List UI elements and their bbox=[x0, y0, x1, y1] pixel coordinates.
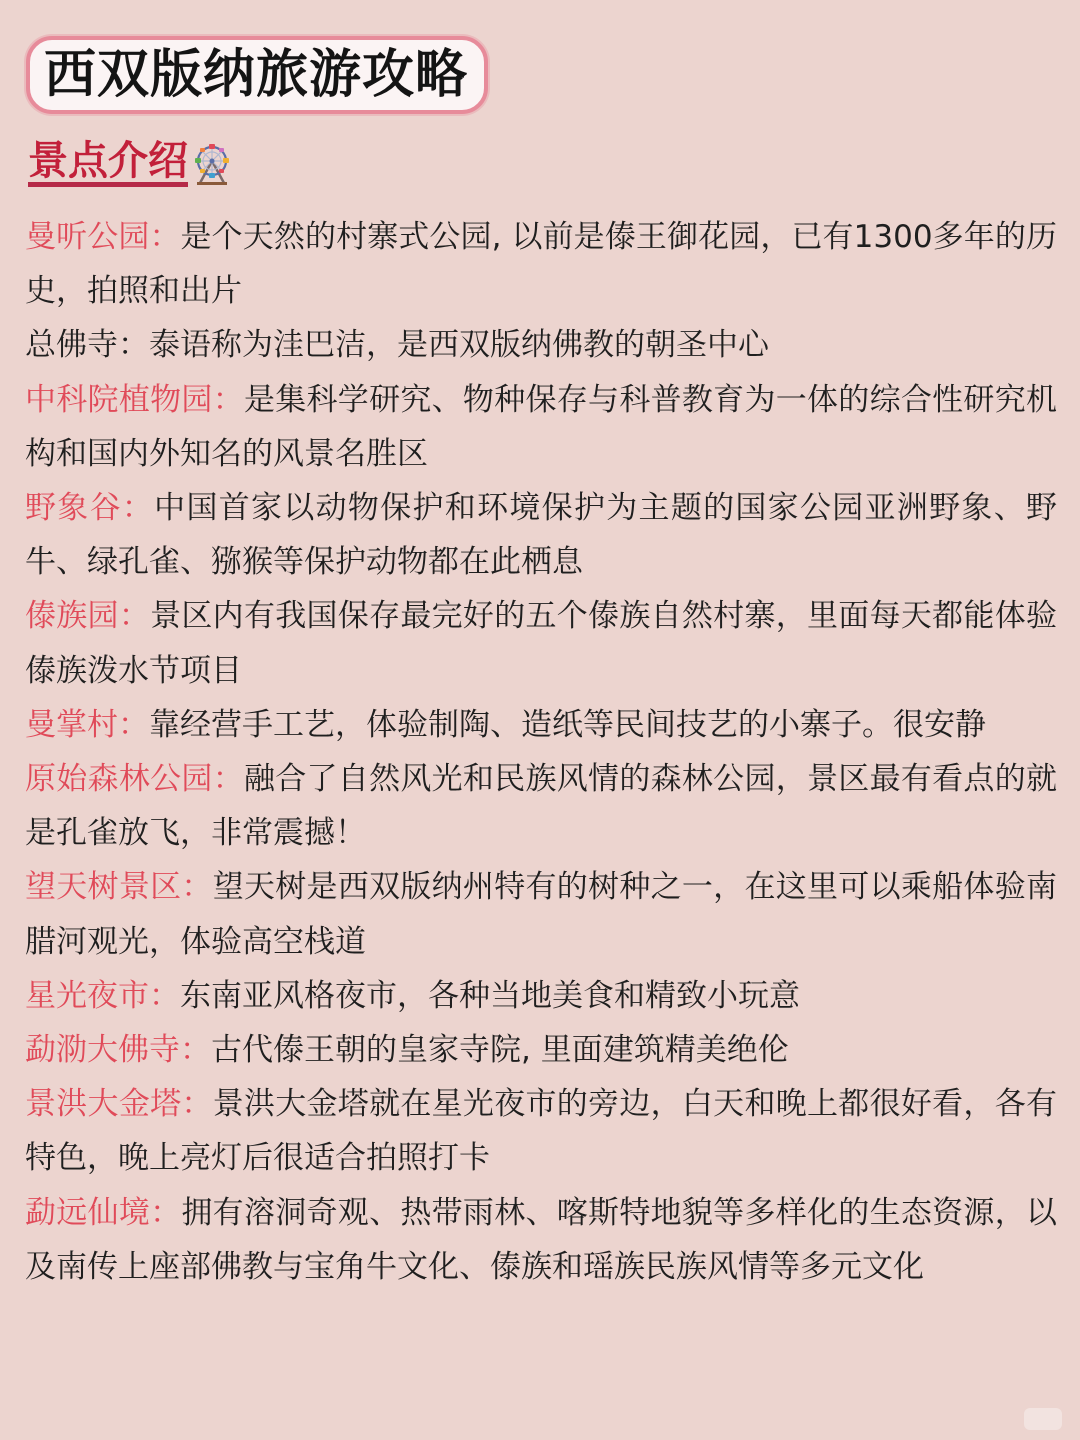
attraction-item: 勐远仙境：拥有溶洞奇观、热带雨林、喀斯特地貌等多样化的生态资源，以及南传上座部佛教与宝角牛文化、傣族和瑶族民族风情等多元文化 bbox=[25, 1194, 1057, 1285]
attraction-name: 勐泐大佛寺 bbox=[25, 1032, 180, 1069]
attraction-item: 原始森林公园：融合了自然风光和民族风情的森林公园，景区最有看点的就是孔雀放飞，非常震撼！ bbox=[25, 761, 1057, 852]
attraction-name: 星光夜市 bbox=[25, 977, 149, 1014]
attraction-list bbox=[25, 210, 1057, 1294]
attraction-name: 勐远仙境 bbox=[25, 1194, 151, 1231]
attraction-item: 望天树景区：望天树是西双版纳州特有的树种之一，在这里可以乘船体验南腊河观光，体验高空栈道 bbox=[25, 869, 1057, 960]
attraction-description: 景区内有我国保存最完好的五个傣族自然村寨，里面每天都能体验傣族泼水节项目 bbox=[25, 598, 1057, 689]
attraction-description: 中国首家以动物保护和环境保护为主题的国家公园亚洲野象、野牛、绿孔雀、猕猴等保护动物都在此栖息 bbox=[25, 490, 1058, 581]
section-heading-text: 景点介绍 bbox=[28, 141, 188, 187]
attraction-name: 曼听公园 bbox=[25, 219, 150, 255]
attraction-name: 中科院植物园 bbox=[25, 381, 213, 418]
title-box bbox=[26, 36, 488, 114]
attraction-description: 拥有溶洞奇观、热带雨林、喀斯特地貌等多样化的生态资源，以及南传上座部佛教与宝角牛文化、傣族和瑶族民族风情等多元文化 bbox=[25, 1194, 1057, 1285]
attraction-name: 野象谷 bbox=[25, 490, 122, 527]
attraction-item: 勐泐大佛寺：古代傣王朝的皇家寺院, 里面建筑精美绝伦 bbox=[25, 1032, 789, 1069]
attraction-description: 是集科学研究、物种保存与科普教育为一体的综合性研究机构和国内外知名的风景名胜区 bbox=[25, 381, 1057, 472]
attraction-description: 融合了自然风光和民族风情的森林公园，景区最有看点的就是孔雀放飞，非常震撼！ bbox=[25, 761, 1057, 852]
attraction-name: 景洪大金塔 bbox=[25, 1086, 182, 1123]
attraction-item: 总佛寺：泰语称为洼巴洁，是西双版纳佛教的朝圣中心 bbox=[25, 327, 769, 364]
attraction-item: 曼掌村：靠经营手工艺，体验制陶、造纸等民间技艺的小寨子。很安静 bbox=[25, 706, 986, 743]
attraction-name: 傣族园 bbox=[25, 598, 119, 635]
attraction-description: 东南亚风格夜市，各种当地美食和精致小玩意 bbox=[180, 977, 800, 1014]
attraction-description: 景洪大金塔就在星光夜市的旁边，白天和晚上都很好看，各有特色，晚上亮灯后很适合拍照打卡 bbox=[25, 1086, 1057, 1177]
attraction-item: 星光夜市：东南亚风格夜市，各种当地美食和精致小玩意 bbox=[25, 977, 800, 1014]
attraction-item: 野象谷：中国首家以动物保护和环境保护为主题的国家公园亚洲野象、野牛、绿孔雀、猕猴等保护动物都在此栖息 bbox=[25, 490, 1058, 581]
watermark bbox=[1024, 1408, 1062, 1430]
attraction-description: 泰语称为洼巴洁，是西双版纳佛教的朝圣中心 bbox=[149, 327, 769, 364]
attraction-description: 望天树是西双版纳州特有的树种之一，在这里可以乘船体验南腊河观光，体验高空栈道 bbox=[25, 869, 1057, 960]
attraction-name: 总佛寺 bbox=[25, 327, 118, 364]
attraction-description: 古代傣王朝的皇家寺院, 里面建筑精美绝伦 bbox=[211, 1032, 789, 1069]
attraction-description: 是个天然的村寨式公园, 以前是傣王御花园，已有1300多年的历史，拍照和出片 bbox=[25, 219, 1057, 310]
section-heading bbox=[28, 136, 232, 192]
ferris-wheel-icon bbox=[192, 142, 232, 186]
attraction-description: 靠经营手工艺，体验制陶、造纸等民间技艺的小寨子。很安静 bbox=[149, 706, 986, 743]
attraction-item: 景洪大金塔：景洪大金塔就在星光夜市的旁边，白天和晚上都很好看，各有特色，晚上亮灯后很适合拍照打卡 bbox=[25, 1086, 1057, 1177]
attraction-name: 原始森林公园 bbox=[25, 761, 213, 798]
attraction-item: 曼听公园：是个天然的村寨式公园, 以前是傣王御花园，已有1300多年的历史，拍照和出片 bbox=[25, 219, 1057, 310]
attraction-item: 傣族园：景区内有我国保存最完好的五个傣族自然村寨，里面每天都能体验傣族泼水节项目 bbox=[25, 598, 1057, 689]
attraction-name: 曼掌村 bbox=[25, 706, 118, 743]
attraction-name: 望天树景区 bbox=[25, 869, 182, 906]
attraction-item: 中科院植物园：是集科学研究、物种保存与科普教育为一体的综合性研究机构和国内外知名的风景名胜区 bbox=[25, 381, 1057, 472]
page-title: 西双版纳旅游攻略 bbox=[44, 45, 469, 105]
